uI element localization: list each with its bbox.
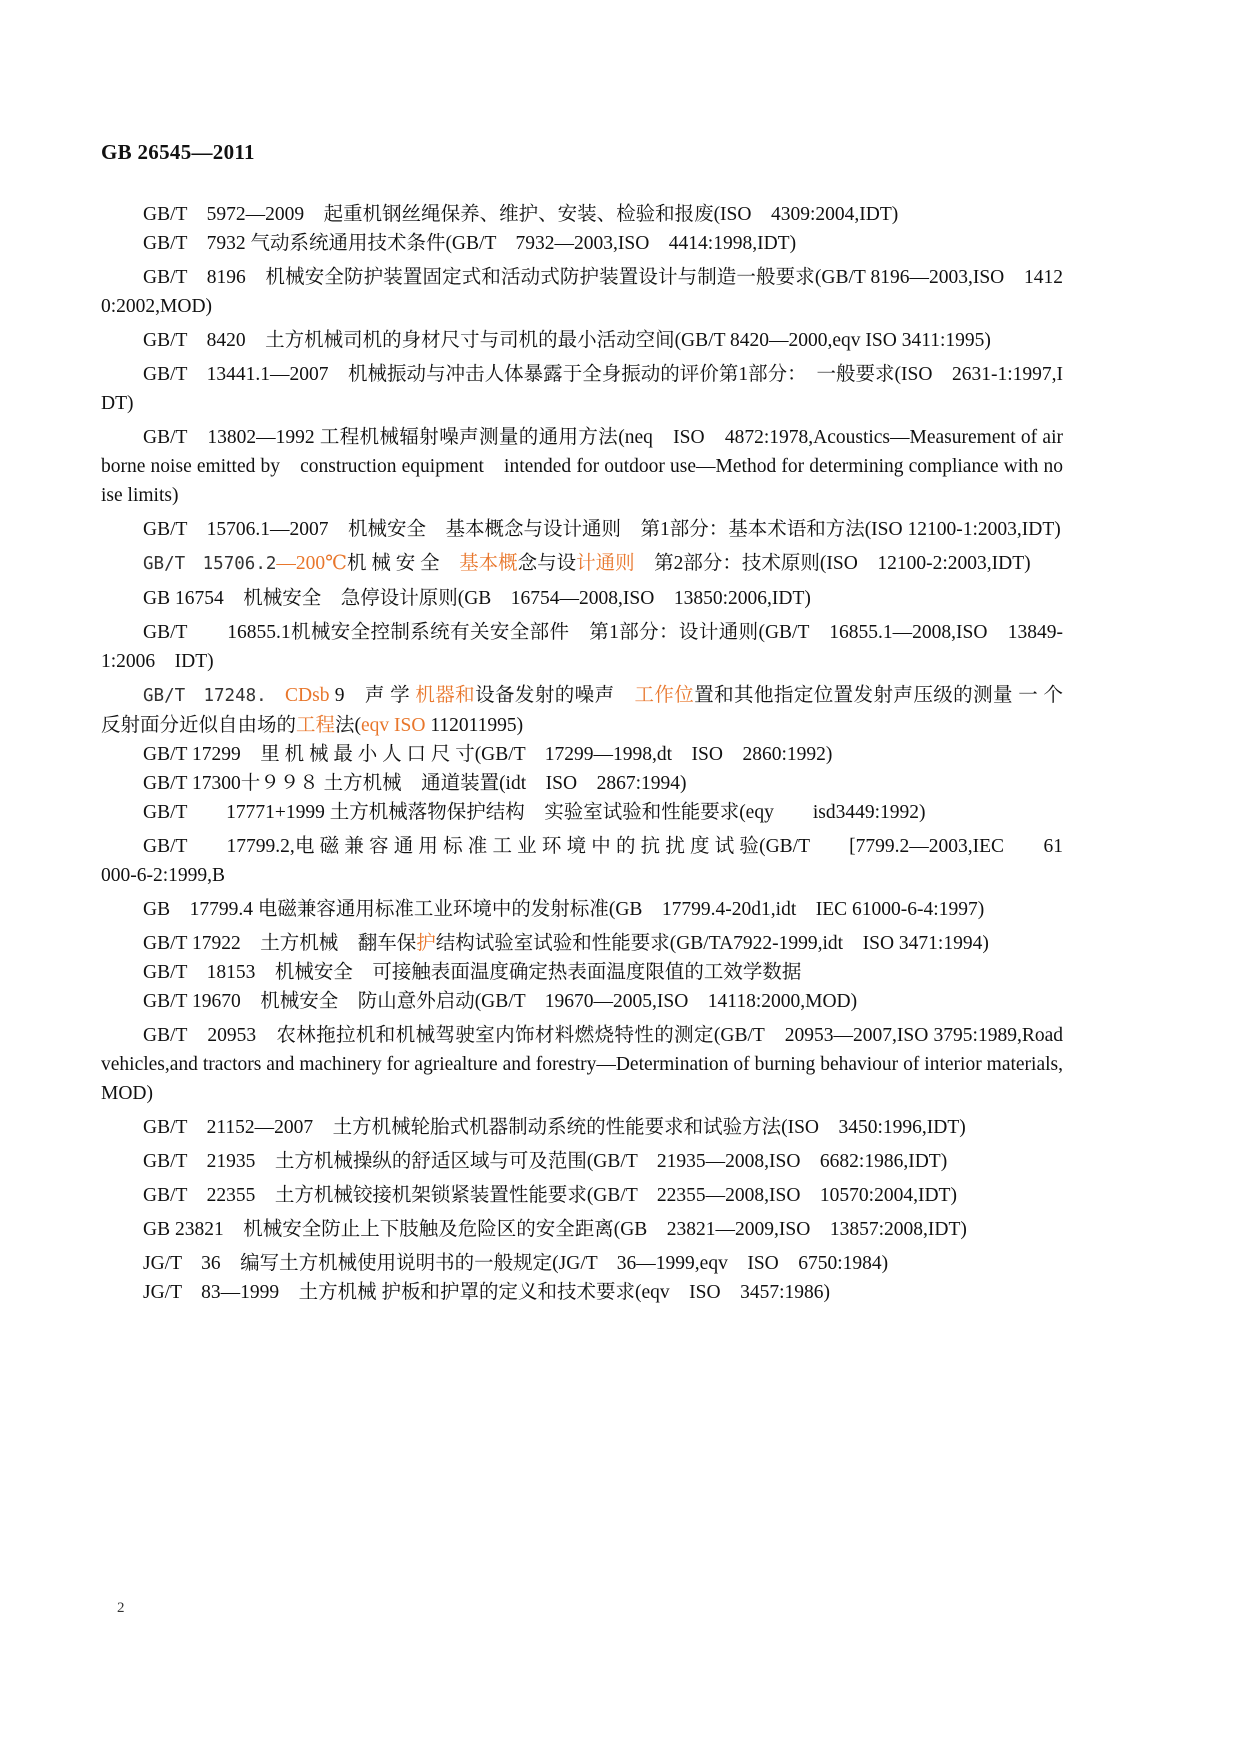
reference-text: GB/T 13802—1992 工程机械辐射噪声测量的通用方法(neq ISO 4872:1978,Acoustics—Measurement of airborne noise emitted by construction equipment intended for outdoor use—Method for determining compliance with noise limits) [101, 427, 1063, 506]
reference-text: GB 17799.4 电磁兼容通用标准工业环境中的发射标准(GB 17799.4-20d1,idt IEC 61000-6-4:1997) [143, 899, 985, 920]
reference-text: GB 16754 机械安全 急停设计原则(GB 16754—2008,ISO 13850:2006,IDT) [143, 588, 811, 609]
reference-entry [101, 1021, 1063, 1108]
reference-text: GB/T 17300十９９８ 土方机械 通道装置(idt ISO 2867:1994) [143, 773, 687, 794]
reference-text: 置和其他指定位置发射声压级的测量 一 个反射面分近似自由场的 [101, 685, 1063, 736]
reference-text: 112011995) [425, 715, 524, 736]
reference-text: GB/T 17799.2,电 磁 兼 容 通 用 标 准 工 业 环 境 中 的 抗 扰 度 试 验(GB/T [7799.2—2003,IEC 61000-6-2:1999,B [101, 836, 1063, 886]
reference-entry [101, 895, 1063, 924]
reference-text: —200℃ [276, 553, 347, 574]
reference-text: GB/T 5972—2009 起重机钢丝绳保养、维护、安装、检验和报废(ISO 4309:2004,IDT) [143, 204, 899, 225]
reference-entry [101, 832, 1063, 890]
normative-references-list [101, 200, 1063, 1307]
reference-entry [101, 1215, 1063, 1244]
reference-entry [101, 618, 1063, 676]
reference-text: GB/T 13441.1—2007 机械振动与冲击人体暴露于全身振动的评价第1部分： 一般要求(ISO 2631-1:1997,IDT) [101, 364, 1063, 414]
reference-entry [101, 798, 1063, 827]
reference-text: GB/T 18153 机械安全 可接触表面温度确定热表面温度限值的工效学数据 [143, 962, 802, 983]
reference-entry [101, 769, 1063, 798]
reference-text: 工作位 [634, 685, 695, 706]
reference-text: eqv ISO [361, 715, 426, 736]
reference-text: 基本概 [459, 553, 518, 574]
reference-entry [101, 515, 1063, 544]
reference-entry [101, 740, 1063, 769]
reference-entry [101, 326, 1063, 355]
reference-text: 机 械 安 全 [346, 553, 460, 574]
reference-entry [101, 987, 1063, 1016]
reference-entry [101, 929, 1063, 958]
reference-text: 护 [416, 933, 436, 954]
reference-entry [101, 423, 1063, 510]
reference-text: JG/T 83—1999 土方机械 护板和护罩的定义和技术要求(eqv ISO 3457:1986) [143, 1282, 831, 1303]
reference-text: 结构试验室试验和性能要求(GB/TA7922-1999,idt ISO 3471:1994) [435, 933, 989, 954]
standard-code-header: GB 26545—2011 [101, 140, 255, 164]
reference-entry [101, 360, 1063, 418]
reference-text: GB/T 7932 气动系统通用技术条件(GB/T 7932—2003,ISO 4414:1998,IDT) [143, 233, 797, 254]
reference-entry [101, 1278, 1063, 1307]
reference-entry [101, 584, 1063, 613]
reference-text: GB/T 20953 农林拖拉机和机械驾驶室内饰材料燃烧特性的测定(GB/T 20953—2007,ISO 3795:1989,Road vehicles,and tractors and machinery for agriealture and forestry—Determination of burning behaviour of interior materials,MOD) [101, 1025, 1063, 1104]
reference-text: GB/T 19670 机械安全 防山意外启动(GB/T 19670—2005,ISO 14118:2000,MOD) [143, 991, 858, 1012]
reference-text: GB/T 16855.1机械安全控制系统有关安全部件 第1部分：设计通则(GB/T 16855.1—2008,ISO 13849-1:2006 IDT) [101, 622, 1063, 672]
reference-entry [101, 200, 1063, 229]
reference-text: GB/T 22355 土方机械铰接机架锁紧装置性能要求(GB/T 22355—2008,ISO 10570:2004,IDT) [143, 1185, 957, 1206]
reference-text: GB/T 8196 机械安全防护装置固定式和活动式防护装置设计与制造一般要求(GB/T 8196—2003,ISO 14120:2002,MOD) [101, 267, 1063, 317]
reference-text: 法( [335, 715, 362, 736]
reference-text: 设备发射的噪声 [475, 685, 635, 706]
reference-text: GB/T 17299 里 机 械 最 小 人 口 尺 寸(GB/T 17299—1998,dt ISO 2860:1992) [143, 744, 833, 765]
reference-text: GB/T 15706.1—2007 机械安全 基本概念与设计通则 第1部分：基本术语和方法(ISO 12100-1:2003,IDT) [143, 519, 1061, 540]
reference-text: GB/T 21935 土方机械操纵的舒适区域与可及范围(GB/T 21935—2008,ISO 6682:1986,IDT) [143, 1151, 948, 1172]
reference-text: 第2部分：技术原则(ISO 12100-2:2003,IDT) [634, 553, 1031, 574]
reference-entry [101, 263, 1063, 321]
reference-text: 念与设 [517, 553, 577, 574]
page-number: 2 [117, 1600, 125, 1616]
reference-text: 机器和 [415, 685, 476, 706]
reference-text: GB/T 21152—2007 土方机械轮胎式机器制动系统的性能要求和试验方法(ISO 3450:1996,IDT) [143, 1117, 966, 1138]
reference-text: GB/T 17248. [143, 686, 286, 706]
reference-text: 9 声 学 [329, 685, 416, 706]
reference-entry [101, 1249, 1063, 1278]
reference-entry [101, 681, 1063, 740]
reference-text: JG/T 36 编写土方机械使用说明书的一般规定(JG/T 36—1999,eqv ISO 6750:1984) [143, 1253, 889, 1274]
reference-entry [101, 229, 1063, 258]
reference-text: 计通则 [576, 553, 635, 574]
reference-entry [101, 1147, 1063, 1176]
reference-entry [101, 549, 1063, 579]
reference-text: GB 23821 机械安全防止上下肢触及危险区的安全距离(GB 23821—2009,ISO 13857:2008,IDT) [143, 1219, 967, 1240]
reference-text: GB/T 17771+1999 土方机械落物保护结构 实验室试验和性能要求(eqy isd3449:1992) [143, 802, 926, 823]
reference-text: GB/T 15706.2 [143, 554, 277, 574]
reference-text: 工程 [296, 715, 336, 736]
reference-entry [101, 958, 1063, 987]
reference-entry [101, 1181, 1063, 1210]
reference-entry [101, 1113, 1063, 1142]
reference-text: GB/T 8420 土方机械司机的身材尺寸与司机的最小活动空间(GB/T 8420—2000,eqv ISO 3411:1995) [143, 330, 991, 351]
reference-text: CDsb [285, 685, 330, 706]
reference-text: GB/T 17922 土方机械 翻车保 [143, 933, 417, 954]
